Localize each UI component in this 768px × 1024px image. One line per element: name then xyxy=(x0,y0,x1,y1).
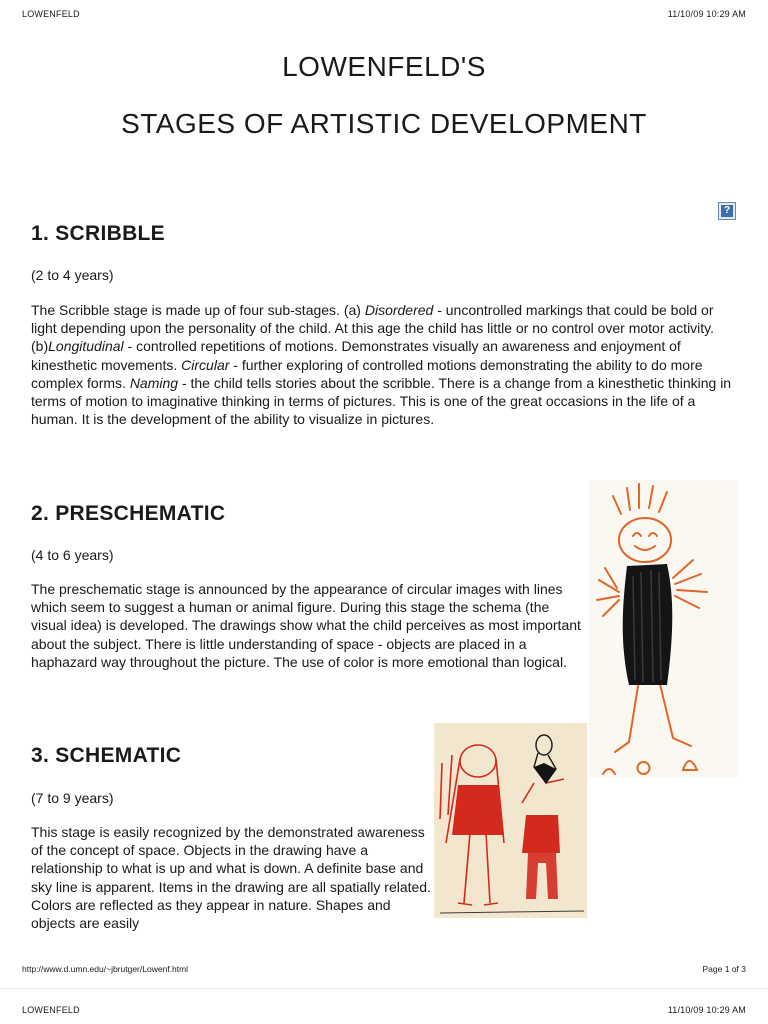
next-page-header-timestamp: 11/10/09 10:29 AM xyxy=(667,1005,746,1015)
schematic-drawing-svg xyxy=(434,723,587,918)
section-heading-preschematic: 2. PRESCHEMATIC xyxy=(31,502,226,525)
page-title: LOWENFELD'S xyxy=(282,51,486,82)
section-text-preschematic: The preschematic stage is announced by the appearance of circular images with lines which seem to suggest a human or animal figure. During this stage the schema (the visual idea) is developed. The drawings show what the child perceives as most important about the subject. There is little understanding of space - objects are placed in a haphazard way throughout the picture. The use of color is more emotional than logical. xyxy=(31,581,581,670)
section-text-scribble: The Scribble stage is made up of four sub-stages. (a) Disordered - uncontrolled markings that could be bold or light depending upon the personality of the child. At this age the child has little or no control over motor activity. (b)Longitudinal - controlled repetitions of motions. Demonstrates visually an awareness and enjoyment of kinesthetic movements. Circular - further exploring of controlled motions demonstrating the ability to do more complex forms. Naming - the child tells stories about the scribble. There is a change from a kinesthetic thinking in terms of motion to imaginative thinking in terms of pictures. This is one of the great occasions in the life of a human. It is the development of the ability to visualize in pictures. xyxy=(31,302,732,428)
preschematic-child-drawing xyxy=(589,480,738,778)
print-header-timestamp: 11/10/09 10:29 AM xyxy=(667,9,746,19)
section-age-preschematic: (4 to 6 years) xyxy=(31,547,114,563)
section-heading-schematic: 3. SCHEMATIC xyxy=(31,744,182,767)
preschematic-drawing-svg xyxy=(589,480,738,778)
section-age-schematic: (7 to 9 years) xyxy=(31,790,114,806)
print-header-title: LOWENFELD xyxy=(22,9,80,19)
page-subtitle: STAGES OF ARTISTIC DEVELOPMENT xyxy=(121,108,647,139)
section-age-scribble: (2 to 4 years) xyxy=(31,267,114,283)
page-number: Page 1 of 3 xyxy=(702,964,746,974)
help-icon[interactable] xyxy=(718,202,736,220)
page-divider xyxy=(0,988,768,989)
next-page-header-title: LOWENFELD xyxy=(22,1005,80,1015)
section-text-schematic: This stage is easily recognized by the demonstrated awareness of the concept of space. Objects in the drawing have a relationship to what is up and what is down. A definite base and sky line is apparent. Items in the drawing are all spatially related. Colors are reflected as they appear in nature. Shapes and objects are easily xyxy=(31,824,431,932)
page-url: http://www.d.umn.edu/~jbrutger/Lowenf.html xyxy=(22,964,189,974)
section-heading-scribble: 1. SCRIBBLE xyxy=(31,222,165,245)
help-glyph: ? xyxy=(721,205,733,217)
schematic-child-drawing xyxy=(434,723,587,918)
